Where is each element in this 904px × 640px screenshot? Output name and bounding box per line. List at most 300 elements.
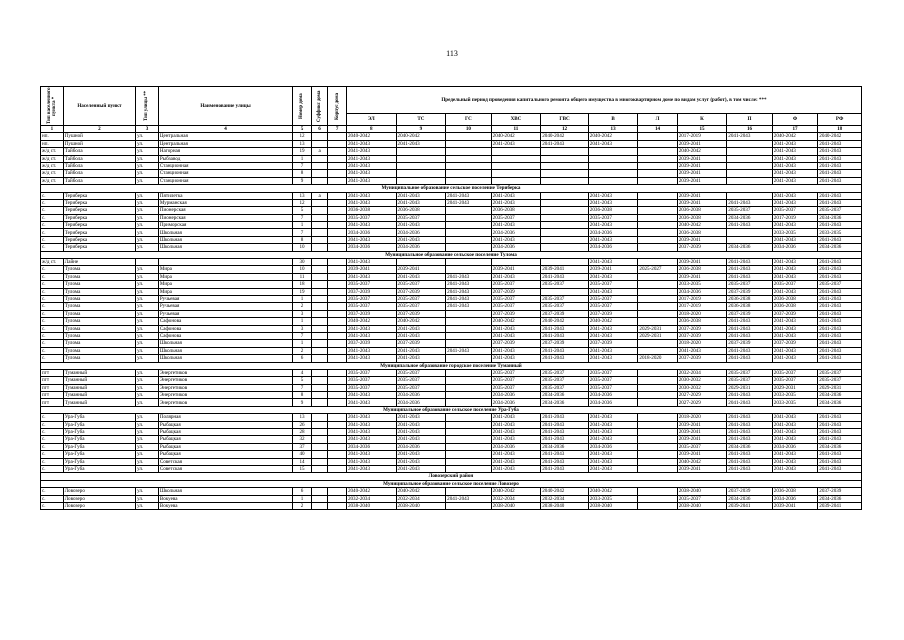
table-cell: 2041-2043 (772, 177, 817, 184)
table-cell (638, 133, 677, 140)
table-cell: ул. (136, 207, 159, 214)
table-cell: 2041-2043 (396, 222, 446, 229)
table-cell: 2041-2043 (818, 288, 862, 295)
table-cell: 2041-2043 (396, 140, 446, 147)
table-cell: 2037-2039 (541, 310, 589, 317)
column-number: 1 (41, 126, 64, 133)
table-row (41, 288, 862, 295)
table-cell (311, 502, 328, 509)
table-cell: 2034-2036 (396, 229, 446, 236)
table-cell: 2041-2043 (772, 414, 817, 421)
table-cell: 2041-2043 (818, 259, 862, 266)
table-cell (396, 148, 446, 155)
table-cell: 13 (293, 140, 312, 147)
table-cell: Тулома (63, 288, 135, 295)
table-cell: 2041-2043 (818, 458, 862, 465)
table-cell: 2040-2042 (772, 133, 817, 140)
table-cell: 2039-2041 (677, 155, 727, 162)
table-cell: 2041-2043 (346, 155, 396, 162)
table-cell: 2037-2039 (727, 488, 772, 495)
table-cell: 2029-2031 (727, 384, 772, 391)
table-cell: ул. (136, 192, 159, 199)
column-number: 7 (328, 126, 347, 133)
table-cell: 2041-2043 (818, 177, 862, 184)
table-cell: 2041-2043 (491, 436, 541, 443)
table-cell: 2041-2043 (818, 192, 862, 199)
table-cell (446, 155, 491, 162)
table-cell: Ура-Губа (63, 429, 135, 436)
table-cell (638, 236, 677, 243)
table-cell: 2041-2043 (818, 325, 862, 332)
table-cell: ул. (136, 244, 159, 251)
table-cell (541, 155, 589, 162)
table-cell: 2041-2043 (491, 192, 541, 199)
table-cell (328, 273, 347, 280)
table-cell: 2040-2042 (677, 458, 727, 465)
table-cell (328, 303, 347, 310)
table-cell: Сафонова (158, 325, 292, 332)
header-house: Номер дома (293, 87, 312, 126)
table-cell (541, 244, 589, 251)
table-cell: 2035-2037 (588, 384, 638, 391)
table-cell: 7 (293, 162, 312, 169)
table-cell: 2035-2037 (396, 303, 446, 310)
table-cell: 2041-2043 (396, 192, 446, 199)
table-cell: 2037-2039 (772, 310, 817, 317)
table-cell (311, 207, 328, 214)
table-cell: 2041-2043 (491, 332, 541, 339)
table-cell: 2041-2043 (772, 199, 817, 206)
table-cell: 2041-2043 (772, 458, 817, 465)
table-cell: 2027-2029 (677, 392, 727, 399)
table-row (41, 502, 862, 509)
table-cell: 19 (293, 288, 312, 295)
table-cell (311, 229, 328, 236)
table-cell: 2041-2043 (818, 340, 862, 347)
table-cell: 2041-2043 (491, 222, 541, 229)
table-cell (311, 266, 328, 273)
table-cell: 2035-2037 (491, 384, 541, 391)
table-cell: 2041-2043 (818, 222, 862, 229)
section-title: Муниципальное образование сельское поселение Ловозеро (41, 480, 862, 487)
table-cell: ул. (136, 133, 159, 140)
table-cell: с. (41, 347, 64, 354)
table-cell: 2041-2043 (818, 414, 862, 421)
table-cell: 2037-2039 (727, 310, 772, 317)
table-cell (638, 199, 677, 206)
table-cell: 2034-2036 (396, 244, 446, 251)
table-cell: 7 (293, 229, 312, 236)
table-cell: с. (41, 332, 64, 339)
table-cell: 2041-2043 (677, 347, 727, 354)
table-cell: 2033-2035 (677, 281, 727, 288)
table-cell (638, 222, 677, 229)
table-cell: 2041-2043 (346, 465, 396, 472)
table-cell: 2035-2037 (396, 384, 446, 391)
table-cell: 2041-2043 (772, 236, 817, 243)
table-cell: с. (41, 303, 64, 310)
table-cell: ул. (136, 325, 159, 332)
table-cell (311, 369, 328, 376)
table-row (41, 207, 862, 214)
table-cell: 2035-2037 (588, 377, 638, 384)
table-cell: 2034-2036 (588, 244, 638, 251)
table-row (41, 399, 862, 406)
table-cell: 2037-2039 (772, 340, 817, 347)
table-cell: 2034-2036 (818, 443, 862, 450)
table-cell: 1 (293, 340, 312, 347)
table-cell (328, 451, 347, 458)
table-cell: 2041-2043 (727, 266, 772, 273)
table-cell: 2035-2037 (541, 295, 589, 302)
table-cell: 2035-2037 (396, 377, 446, 384)
table-cell: Вокуева (158, 502, 292, 509)
table-cell: 2032-2034 (396, 495, 446, 502)
table-cell: 2033-2035 (772, 229, 817, 236)
table-cell: с. (41, 318, 64, 325)
table-cell (446, 222, 491, 229)
table-cell: Полярная (158, 414, 292, 421)
table-cell: 2034-2036 (588, 392, 638, 399)
table-cell (328, 332, 347, 339)
table-cell: 2032-2034 (346, 495, 396, 502)
table-cell: 2035-2037 (727, 281, 772, 288)
table-cell: 2035-2037 (346, 303, 396, 310)
table-cell: 2041-2043 (772, 288, 817, 295)
table-cell (328, 192, 347, 199)
table-cell: 2041-2043 (818, 347, 862, 354)
table-cell: 7 (293, 214, 312, 221)
table-cell: 2039-2041 (677, 140, 727, 147)
table-cell: 2034-2036 (541, 443, 589, 450)
table-cell: 2041-2043 (727, 429, 772, 436)
table-cell: 30 (293, 259, 312, 266)
table-cell: 2041-2043 (772, 148, 817, 155)
table-cell (541, 192, 589, 199)
table-cell (638, 384, 677, 391)
section-row (41, 251, 862, 258)
table-cell: 2041-2043 (727, 273, 772, 280)
table-cell: ул. (136, 266, 159, 273)
table-cell: 2037-2039 (346, 310, 396, 317)
table-cell: 2041-2043 (346, 392, 396, 399)
table-cell: 2041-2043 (396, 465, 446, 472)
table-cell: 2041-2043 (491, 429, 541, 436)
table-cell: 2034-2036 (818, 399, 862, 406)
table-cell: 2041-2043 (396, 451, 446, 458)
table-cell: 2 (293, 347, 312, 354)
table-cell: 2039-2041 (818, 502, 862, 509)
table-cell (311, 222, 328, 229)
table-cell (491, 177, 541, 184)
table-cell: 2041-2043 (588, 140, 638, 147)
table-cell: 2034-2036 (588, 229, 638, 236)
table-cell: 2041-2043 (346, 332, 396, 339)
table-cell (311, 273, 328, 280)
table-cell: с. (41, 421, 64, 428)
table-cell: 2041-2043 (727, 392, 772, 399)
table-cell: 2034-2036 (677, 288, 727, 295)
table-cell (311, 340, 328, 347)
table-cell: ул. (136, 458, 159, 465)
table-cell: 2041-2043 (772, 155, 817, 162)
column-number: 2 (63, 126, 135, 133)
table-cell: 2041-2043 (818, 303, 862, 310)
table-cell (328, 266, 347, 273)
table-cell: 2041-2043 (727, 436, 772, 443)
table-cell: Ручьевая (158, 310, 292, 317)
header-type-street: Тип улицы ** (136, 87, 159, 126)
table-cell: Тулома (63, 347, 135, 354)
table-cell: Тайбола (63, 177, 135, 184)
table-cell: 2034-2036 (491, 392, 541, 399)
table-cell (396, 162, 446, 169)
table-cell: 2040-2042 (541, 133, 589, 140)
table-cell (541, 148, 589, 155)
table-cell: 2041-2043 (346, 222, 396, 229)
table-cell (328, 443, 347, 450)
table-cell (446, 451, 491, 458)
table-cell: 1 (293, 295, 312, 302)
column-number: 5 (293, 126, 312, 133)
table-cell: 2039-2041 (677, 177, 727, 184)
table-cell: 2034-2036 (772, 244, 817, 251)
table-cell: Ура-Губа (63, 458, 135, 465)
table-cell (328, 155, 347, 162)
column-number: 6 (311, 126, 328, 133)
table-cell: 2039-2041 (588, 266, 638, 273)
table-cell: Энергетиков (158, 392, 292, 399)
table-row (41, 421, 862, 428)
header-service: П (727, 114, 772, 126)
table-cell: Лайне (63, 259, 135, 266)
table-cell: 2041-2043 (727, 458, 772, 465)
table-cell (328, 436, 347, 443)
page-number: 113 (446, 49, 458, 58)
table-cell: 7 (293, 332, 312, 339)
table-cell: 2025-2027 (638, 266, 677, 273)
table-cell: 2041-2043 (346, 451, 396, 458)
table-cell: 2041-2043 (346, 421, 396, 428)
header-suffix: Суффикс дома (311, 87, 328, 126)
table-cell (311, 429, 328, 436)
column-number-row (41, 126, 862, 133)
table-cell: 2035-2037 (396, 295, 446, 302)
table-cell: 5 (293, 207, 312, 214)
table-cell: с. (41, 192, 64, 199)
table-cell (446, 266, 491, 273)
table-cell: 2034-2036 (727, 495, 772, 502)
table-cell: 2039-2041 (677, 451, 727, 458)
table-cell: 2036-2038 (588, 207, 638, 214)
table-cell (311, 310, 328, 317)
table-cell: 4 (293, 369, 312, 376)
table-cell: ул. (136, 377, 159, 384)
table-cell: 2041-2043 (346, 429, 396, 436)
table-cell (328, 414, 347, 421)
table-cell: 2035-2037 (818, 377, 862, 384)
table-cell: 2041-2043 (346, 458, 396, 465)
table-cell: 2041-2043 (541, 273, 589, 280)
table-cell: Приморская (158, 222, 292, 229)
table-cell: 2041-2043 (491, 465, 541, 472)
table-cell (446, 177, 491, 184)
table-cell: 2041-2043 (541, 414, 589, 421)
table-cell (136, 259, 159, 266)
table-cell: 2041-2043 (772, 355, 817, 362)
table-cell: Териберка (63, 199, 135, 206)
table-cell: 2035-2037 (491, 281, 541, 288)
table-cell: 2041-2043 (446, 281, 491, 288)
table-cell: 2037-2039 (396, 288, 446, 295)
table-cell (328, 377, 347, 384)
column-number: 13 (588, 126, 638, 133)
table-cell: Школьная (158, 355, 292, 362)
table-cell: Центральная (158, 140, 292, 147)
table-cell (328, 214, 347, 221)
table-cell: 2034-2036 (818, 214, 862, 221)
table-cell: 2018-2020 (677, 310, 727, 317)
table-row (41, 155, 862, 162)
table-cell: 2041-2043 (346, 259, 396, 266)
section-row (41, 406, 862, 413)
table-cell: 2034-2036 (772, 495, 817, 502)
table-cell: ул. (136, 443, 159, 450)
table-cell (727, 192, 772, 199)
table-cell: 2041-2043 (818, 451, 862, 458)
table-cell: 2041-2043 (588, 451, 638, 458)
table-cell: 2041-2043 (588, 332, 638, 339)
table-cell: 7 (293, 384, 312, 391)
header-service: В (588, 114, 638, 126)
table-cell (328, 281, 347, 288)
table-cell: 2039-2041 (677, 465, 727, 472)
table-cell: ул. (136, 310, 159, 317)
table-cell: пгт (41, 369, 64, 376)
table-cell: 2035-2037 (346, 281, 396, 288)
table-cell: 2041-2043 (727, 465, 772, 472)
table-cell: 2041-2043 (396, 347, 446, 354)
table-cell: 2034-2036 (541, 399, 589, 406)
table-cell: 2034-2036 (491, 229, 541, 236)
table-cell: 2041-2043 (588, 288, 638, 295)
table-cell (446, 148, 491, 155)
table-cell: с. (41, 325, 64, 332)
table-cell: 28 (293, 429, 312, 436)
table-cell: 2041-2043 (588, 325, 638, 332)
table-cell: Тайбола (63, 155, 135, 162)
table-row (41, 377, 862, 384)
table-cell: 2041-2043 (588, 222, 638, 229)
table-cell: 2034-2036 (541, 392, 589, 399)
table-cell: 2039-2041 (677, 273, 727, 280)
table-cell: 2041-2043 (541, 458, 589, 465)
table-cell: 2041-2043 (491, 236, 541, 243)
column-number: 12 (541, 126, 589, 133)
table-cell: 2041-2043 (541, 140, 589, 147)
table-cell (328, 199, 347, 206)
section-row (41, 362, 862, 369)
table-row (41, 369, 862, 376)
table-cell: Пятилетка (158, 192, 292, 199)
table-cell: 2041-2043 (446, 495, 491, 502)
table-cell (541, 222, 589, 229)
table-cell: 2041-2043 (818, 162, 862, 169)
table-cell (158, 259, 292, 266)
table-cell (727, 170, 772, 177)
table-cell (491, 148, 541, 155)
table-cell: ул. (136, 347, 159, 354)
table-cell: 2036-2038 (677, 266, 727, 273)
table-cell: 2041-2043 (772, 465, 817, 472)
table-cell (328, 347, 347, 354)
table-cell: 2039-2041 (346, 266, 396, 273)
table-cell: 10 (293, 244, 312, 251)
table-cell: 2041-2043 (346, 170, 396, 177)
table-cell: 2035-2037 (346, 377, 396, 384)
repair-schedule-table (40, 86, 862, 510)
table-cell: 2041-2043 (818, 465, 862, 472)
table-cell: Тулома (63, 273, 135, 280)
table-cell: 2041-2043 (491, 199, 541, 206)
table-cell: ул. (136, 295, 159, 302)
table-cell: 2041-2043 (446, 288, 491, 295)
table-cell: Тулома (63, 266, 135, 273)
table-cell (638, 443, 677, 450)
table-cell (311, 465, 328, 472)
table-cell (541, 170, 589, 177)
table-cell: ж/д ст. (41, 148, 64, 155)
table-cell: 2041-2043 (588, 458, 638, 465)
table-cell: 1 (293, 495, 312, 502)
table-cell (638, 288, 677, 295)
table-cell: 2030-2032 (677, 377, 727, 384)
table-cell: 2041-2043 (541, 465, 589, 472)
table-cell (638, 207, 677, 214)
table-cell: ул. (136, 288, 159, 295)
table-cell: 2039-2041 (677, 421, 727, 428)
table-cell: ж/д ст. (41, 162, 64, 169)
table-cell (446, 133, 491, 140)
table-cell: 2041-2043 (772, 222, 817, 229)
table-cell: 2037-2039 (677, 325, 727, 332)
table-row (41, 192, 862, 199)
table-cell: 2035-2037 (588, 281, 638, 288)
table-cell: 2018-2020 (677, 340, 727, 347)
table-cell: 2029-2031 (818, 384, 862, 391)
table-cell: 2041-2043 (588, 421, 638, 428)
table-cell: 1 (293, 222, 312, 229)
table-cell (328, 488, 347, 495)
table-cell: Станционная (158, 162, 292, 169)
table-cell (638, 399, 677, 406)
table-cell: 2017-2019 (677, 303, 727, 310)
table-cell: 2039-2041 (541, 266, 589, 273)
table-cell: 2017-2019 (677, 295, 727, 302)
table-cell: 6 (293, 355, 312, 362)
table-cell: Тулома (63, 281, 135, 288)
table-cell: 2035-2037 (772, 377, 817, 384)
table-cell: 2035-2037 (491, 295, 541, 302)
table-cell: Тулома (63, 325, 135, 332)
header-service: ЭЛ (346, 114, 396, 126)
header-service: ХВС (491, 114, 541, 126)
table-cell (328, 244, 347, 251)
section-title: Муниципальное образование сельское поселение Ура-Губа (41, 406, 862, 413)
table-cell: 2038-2040 (396, 502, 446, 509)
table-cell (311, 443, 328, 450)
table-cell (638, 273, 677, 280)
